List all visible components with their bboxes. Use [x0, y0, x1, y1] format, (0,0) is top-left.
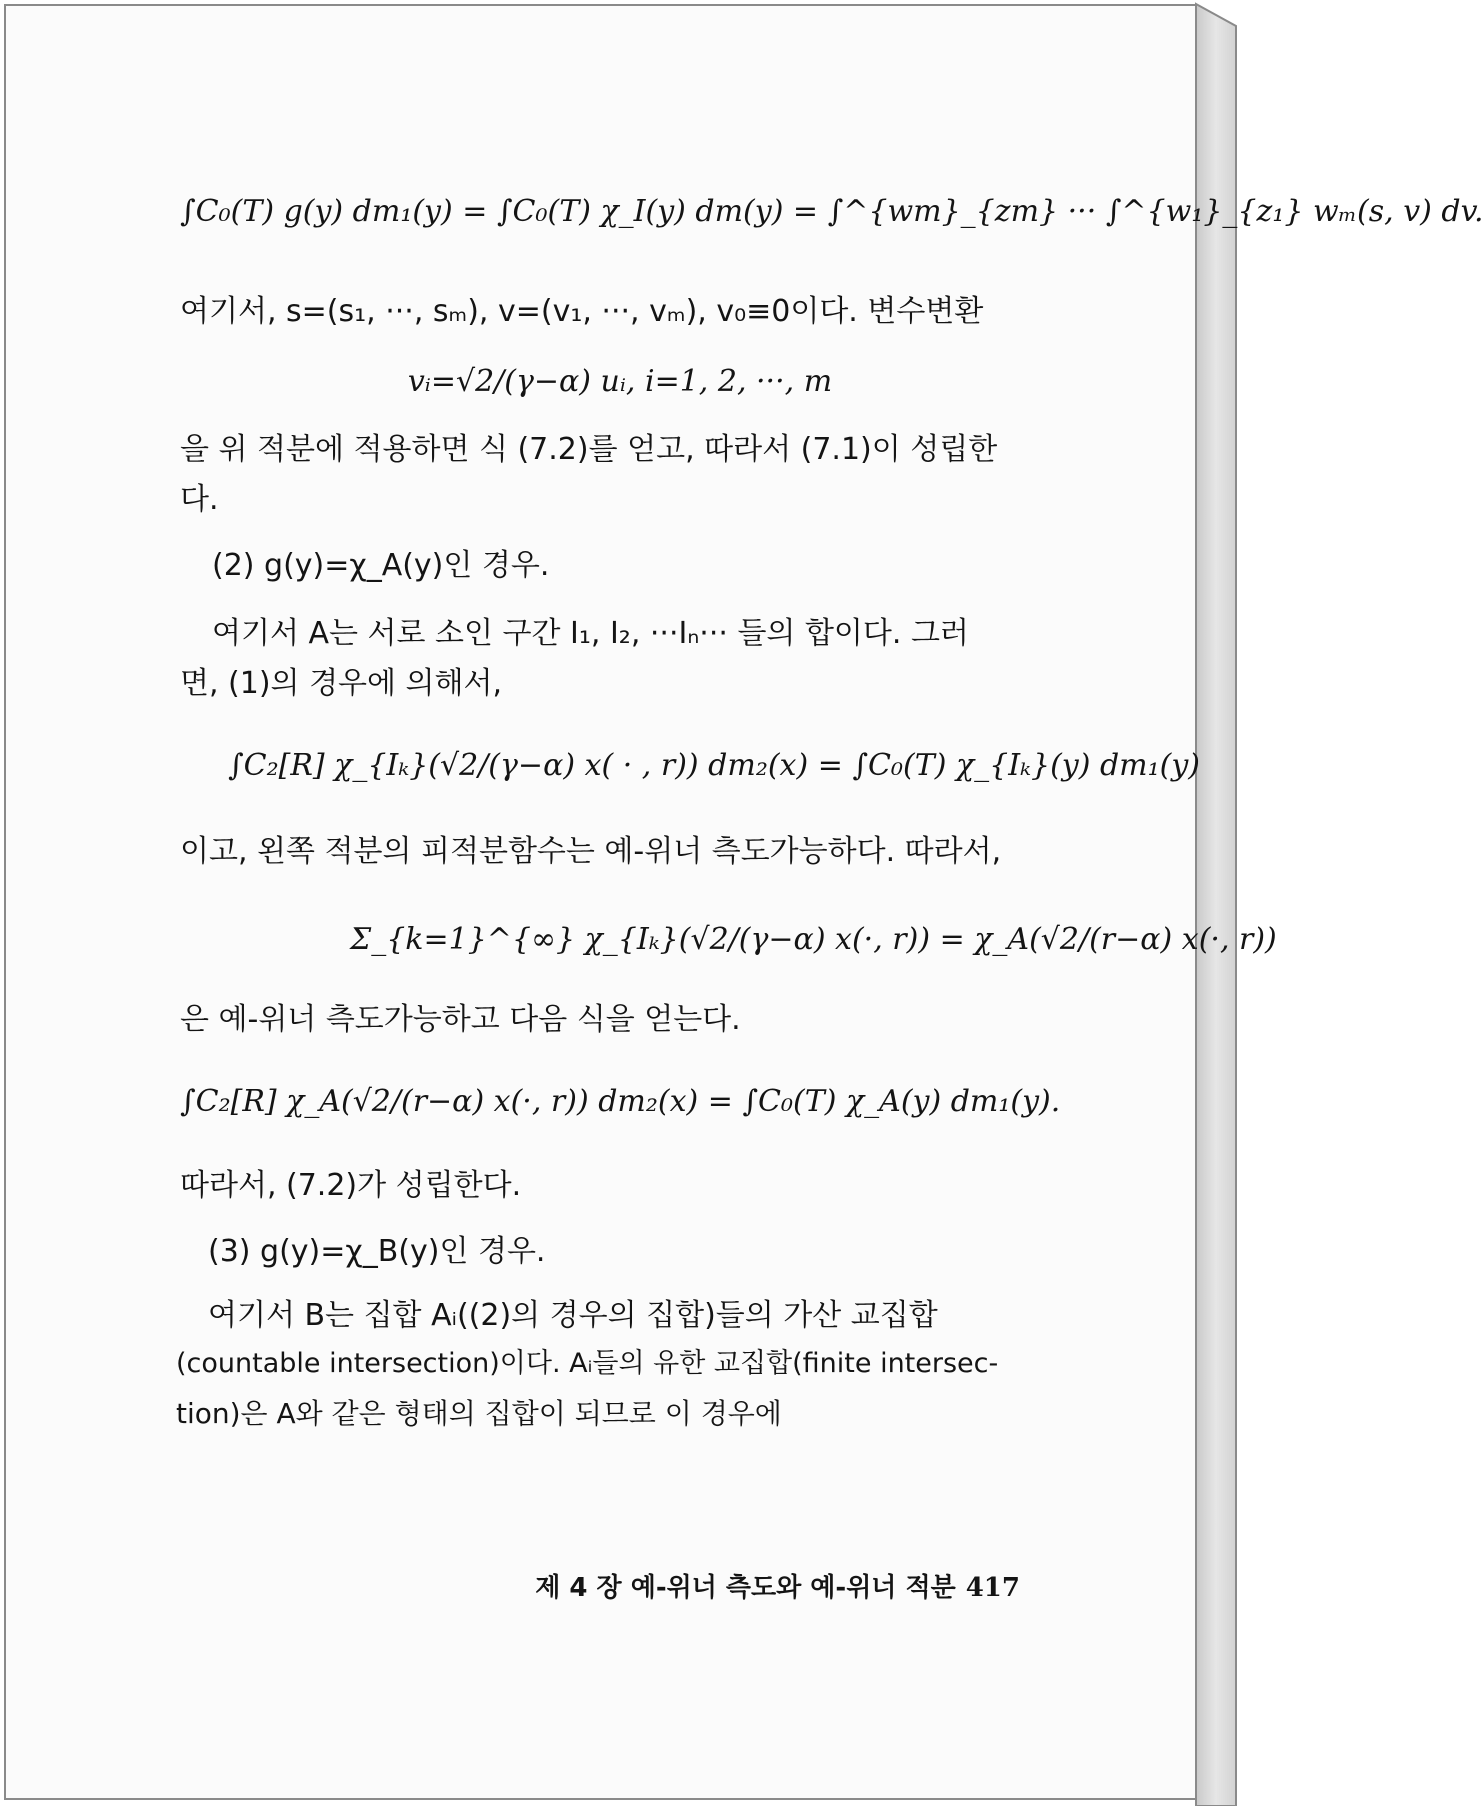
- text-line-2: 여기서, s=(s₁, ···, sₘ), v=(v₁, ···, vₘ), v₀≡0이다. 변수변환: [180, 294, 984, 329]
- equation-4: Σ_{k=1}^{∞} χ_{Iₖ}(√2/(γ−α) x(·, r)) = χ_A(√2/(r−α) x(·, r)): [350, 922, 1277, 957]
- page-number: 417: [965, 1573, 1020, 1603]
- equation-1: ∫C₀(T) g(y) dm₁(y) = ∫C₀(T) χ_I(y) dm(y) = ∫^{wm}_{zm} ··· ∫^{w₁}_{z₁} wₘ(s, v) dv.: [180, 194, 1484, 229]
- equation-5: ∫C₂[R] χ_A(√2/(r−α) x(·, r)) dm₂(x) = ∫C₀(T) χ_A(y) dm₁(y).: [180, 1084, 1061, 1119]
- text-line-7: 면, (1)의 경우에 의해서,: [180, 666, 503, 701]
- page-thickness-edge: [1196, 4, 1330, 1806]
- chapter-title: 제 4 장 예-위너 측도와 예-위너 적분: [535, 1573, 956, 1603]
- book-page: [4, 4, 1201, 1800]
- case-2-heading: (2) g(y)=χ_A(y)인 경우.: [212, 548, 550, 583]
- text-line-10: 따라서, (7.2)가 성립한다.: [180, 1168, 522, 1203]
- case-3-heading: (3) g(y)=χ_B(y)인 경우.: [208, 1234, 546, 1269]
- text-line-14: tion)은 A와 같은 형태의 집합이 되므로 이 경우에: [176, 1397, 782, 1430]
- equation-3: ∫C₂[R] χ_{Iₖ}(√2/(γ−α) x( · , r)) dm₂(x) = ∫C₀(T) χ_{Iₖ}(y) dm₁(y): [228, 748, 1201, 783]
- text-line-12: 여기서 B는 집합 Aᵢ((2)의 경우의 집합)들의 가산 교집합: [208, 1298, 938, 1333]
- text-line-9: 은 예-위너 측도가능하고 다음 식을 얻는다.: [180, 1002, 741, 1037]
- text-line-13: (countable intersection)이다. Aᵢ들의 유한 교집합(finite intersec-: [176, 1348, 999, 1379]
- text-line-6: 여기서 A는 서로 소인 구간 I₁, I₂, ···Iₙ··· 들의 합이다. 그러: [212, 616, 969, 651]
- text-line-4: 다.: [180, 482, 219, 517]
- equation-2: vᵢ=√2/(γ−α) uᵢ, i=1, 2, ···, m: [407, 364, 833, 399]
- page-footer: [520, 1570, 1020, 1606]
- text-line-8: 이고, 왼쪽 적분의 피적분함수는 예-위너 측도가능하다. 따라서,: [180, 834, 1002, 869]
- text-line-3: 을 위 적분에 적용하면 식 (7.2)를 얻고, 따라서 (7.1)이 성립한: [180, 432, 998, 467]
